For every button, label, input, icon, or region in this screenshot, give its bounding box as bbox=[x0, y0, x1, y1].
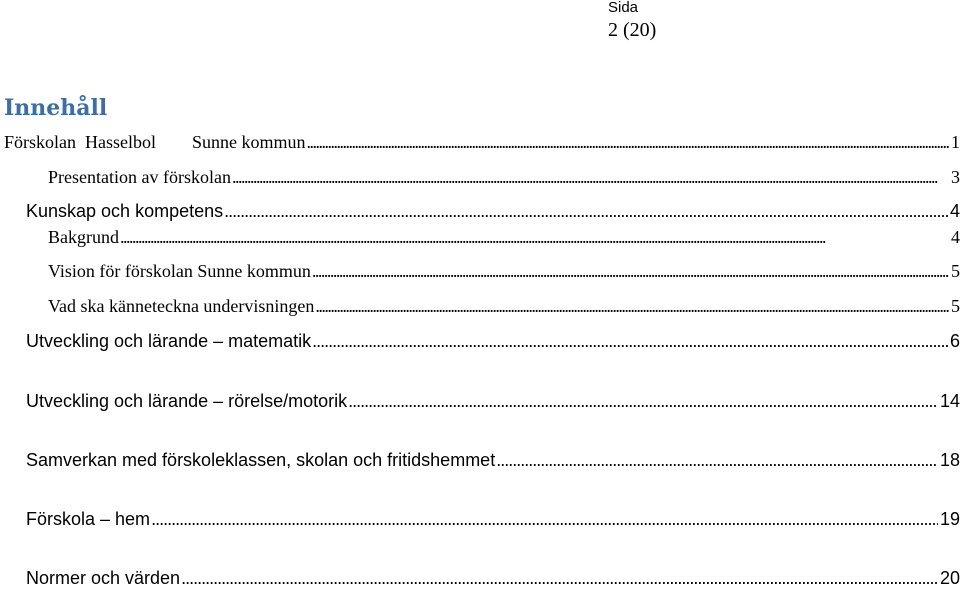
toc-entry-page: 4 bbox=[951, 227, 960, 247]
toc-entry-title: Vad ska känneteckna undervisningen bbox=[48, 296, 315, 316]
toc-entry-title: Bakgrund bbox=[48, 227, 119, 247]
toc-entry-title: Kunskap och kompetens bbox=[26, 201, 224, 221]
toc-entry-page: 20 bbox=[939, 568, 960, 588]
toc-entry-page: 5 bbox=[951, 296, 960, 316]
toc-leader bbox=[315, 295, 949, 317]
toc-leader bbox=[151, 508, 938, 530]
toc-entry[interactable] bbox=[26, 200, 960, 222]
toc-entry-title: Vision för förskolan Sunne kommun bbox=[48, 261, 311, 281]
toc-leader bbox=[120, 226, 949, 248]
toc-entry-page: 5 bbox=[951, 261, 960, 281]
toc-entry[interactable] bbox=[48, 166, 960, 188]
toc-entry-page: 14 bbox=[939, 391, 960, 411]
toc-entry[interactable] bbox=[48, 260, 960, 282]
toc-entry[interactable] bbox=[26, 508, 960, 530]
toc-entry[interactable] bbox=[26, 567, 960, 589]
toc-entry-page: 1 bbox=[951, 132, 960, 152]
toc-leader bbox=[348, 390, 938, 412]
toc-entry[interactable] bbox=[48, 295, 960, 317]
toc-entry[interactable] bbox=[26, 330, 960, 352]
toc-entry-title: Utveckling och lärande – matematik bbox=[26, 331, 312, 351]
toc-entry-title: Förskola – hem bbox=[26, 509, 151, 529]
toc-leader bbox=[232, 166, 949, 188]
toc-heading: Innehåll bbox=[4, 95, 108, 121]
toc-entry[interactable] bbox=[26, 449, 960, 471]
toc-leader bbox=[224, 200, 948, 222]
toc-entry-page: 6 bbox=[949, 331, 960, 351]
toc-entry[interactable] bbox=[4, 131, 960, 153]
toc-entry-page: 4 bbox=[949, 201, 960, 221]
toc-entry-title: Samverkan med förskoleklassen, skolan och fritidshemmet bbox=[26, 450, 496, 470]
toc-entry-title: Normer och värden bbox=[26, 568, 181, 588]
toc-leader bbox=[307, 131, 950, 153]
toc-entry-title: Utveckling och lärande – rörelse/motorik bbox=[26, 391, 348, 411]
toc-leader bbox=[181, 567, 938, 589]
toc-entry[interactable] bbox=[48, 226, 960, 248]
toc-entry-page: 3 bbox=[951, 167, 960, 187]
toc-leader bbox=[496, 449, 938, 471]
toc-entry-title: Förskolan Hasselbol Sunne kommun bbox=[4, 132, 306, 152]
toc-entry[interactable] bbox=[26, 390, 960, 412]
page-number: 2 (20) bbox=[608, 19, 657, 41]
toc-entry-page: 18 bbox=[939, 450, 960, 470]
toc-entry-page: 19 bbox=[939, 509, 960, 529]
toc-leader bbox=[312, 260, 949, 282]
toc-leader bbox=[312, 330, 948, 352]
toc-entry-title: Presentation av förskolan bbox=[48, 167, 231, 187]
page-label: Sida bbox=[608, 0, 639, 16]
